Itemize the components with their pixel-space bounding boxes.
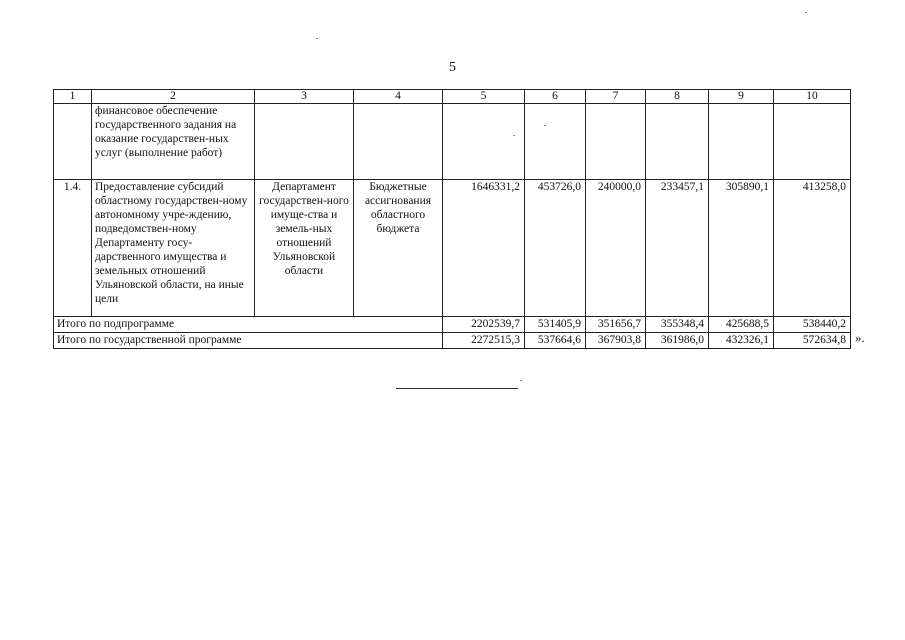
value-cell: 413258,0 — [774, 180, 851, 317]
value-cell: 233457,1 — [646, 180, 709, 317]
total-value: 572634,8 — [774, 333, 851, 349]
column-number-row — [54, 90, 851, 104]
total-label: Итого по государственной программе — [54, 333, 443, 349]
total-value: 531405,9 — [525, 317, 586, 333]
row-name-cell: Предоставление субсидий областному государствен-ному автономному учре-ждению, подведомствен-ному Департаменту госу-дарственного имущества и земельных отношений Ульяновской области, на иные цели — [92, 180, 255, 317]
executor-cell: Департамент государствен-ного имуще-ства и земель-ных отношений Ульяновской области — [255, 180, 354, 317]
total-value: 538440,2 — [774, 317, 851, 333]
total-value: 537664,6 — [525, 333, 586, 349]
total-label: Итого по подпрограмме — [54, 317, 443, 333]
total-value: 2202539,7 — [443, 317, 525, 333]
value-cell: 240000,0 — [586, 180, 646, 317]
separator-line — [396, 388, 518, 389]
executor-cell — [255, 104, 354, 180]
table-row — [54, 180, 851, 317]
scan-speck — [544, 125, 546, 126]
column-header: 1 — [54, 90, 92, 104]
value-cell — [443, 104, 525, 180]
closing-quote-mark: ». — [855, 330, 865, 345]
value-cell — [586, 104, 646, 180]
page-number: 5 — [449, 60, 456, 75]
column-header: 3 — [255, 90, 354, 104]
total-value: 367903,8 — [586, 333, 646, 349]
column-header: 9 — [709, 90, 774, 104]
total-value: 432326,1 — [709, 333, 774, 349]
scan-speck — [316, 38, 318, 39]
row-number-cell: 1.4. — [54, 180, 92, 317]
row-name-cell: финансовое обеспечение государственного задания на оказание государствен-ных услуг (выполнение работ) — [92, 104, 255, 180]
value-cell — [774, 104, 851, 180]
scan-speck — [513, 135, 515, 136]
column-header: 4 — [354, 90, 443, 104]
table-row — [54, 104, 851, 180]
budget-table — [53, 89, 851, 349]
total-value: 2272515,3 — [443, 333, 525, 349]
value-cell: 305890,1 — [709, 180, 774, 317]
total-value: 351656,7 — [586, 317, 646, 333]
total-value: 361986,0 — [646, 333, 709, 349]
column-header: 2 — [92, 90, 255, 104]
source-cell: Бюджетные ассигнования областного бюджета — [354, 180, 443, 317]
column-header: 8 — [646, 90, 709, 104]
scan-speck — [805, 12, 807, 13]
program-total-row — [54, 333, 851, 349]
total-value: 355348,4 — [646, 317, 709, 333]
total-value: 425688,5 — [709, 317, 774, 333]
column-header: 5 — [443, 90, 525, 104]
scan-speck — [520, 380, 522, 381]
value-cell — [709, 104, 774, 180]
source-cell — [354, 104, 443, 180]
value-cell — [646, 104, 709, 180]
subprogram-total-row — [54, 317, 851, 333]
value-cell — [525, 104, 586, 180]
column-header: 10 — [774, 90, 851, 104]
value-cell: 1646331,2 — [443, 180, 525, 317]
row-number-cell — [54, 104, 92, 180]
value-cell: 453726,0 — [525, 180, 586, 317]
column-header: 6 — [525, 90, 586, 104]
column-header: 7 — [586, 90, 646, 104]
